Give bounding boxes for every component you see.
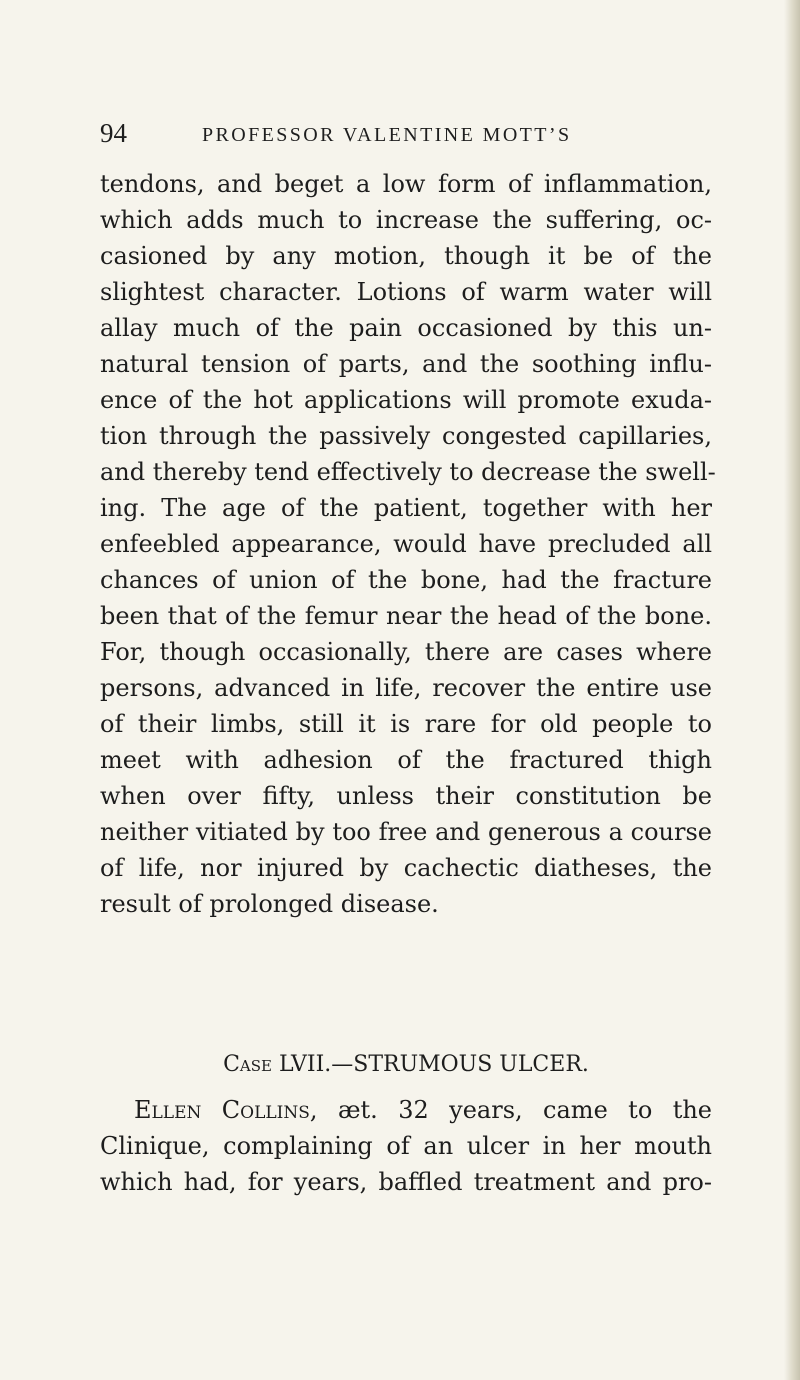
text-line: chances of union of the bone, had the fracture bbox=[100, 566, 712, 594]
text-line: of life, nor injured by cachectic diatheses, the bbox=[100, 854, 712, 882]
text-line: casioned by any motion, though it be of the bbox=[100, 242, 712, 270]
text-line bbox=[100, 1092, 712, 1128]
text-line: which adds much to increase the suffering, oc- bbox=[100, 206, 712, 234]
text-line: meet with adhesion of the fractured thigh bbox=[100, 746, 712, 774]
text-line: slightest character. Lotions of warm water will bbox=[100, 278, 712, 306]
text-line: result of prolonged disease. bbox=[100, 890, 439, 918]
text-line: natural tension of parts, and the soothing influ- bbox=[100, 350, 712, 378]
page-number: 94 bbox=[100, 118, 127, 148]
page-header bbox=[100, 116, 760, 156]
paragraph-continued bbox=[100, 166, 716, 922]
case-heading-label: Case bbox=[223, 1052, 272, 1077]
case-heading-title: LVII.—STRUMOUS ULCER. bbox=[279, 1052, 589, 1077]
text-line: ence of the hot applications will promote exuda- bbox=[100, 386, 712, 414]
text-line: of their limbs, still it is rare for old people to bbox=[100, 710, 712, 738]
text-line: which had, for years, baffled treatment and pro- bbox=[100, 1168, 712, 1196]
text-line: when over fifty, unless their constitution be bbox=[100, 782, 712, 810]
text-line: enfeebled appearance, would have precluded all bbox=[100, 530, 712, 558]
case-paragraph bbox=[100, 1092, 712, 1200]
text-line: For, though occasionally, there are cases where bbox=[100, 638, 712, 666]
text-line: neither vitiated by too free and generous a course bbox=[100, 818, 712, 846]
text-line: tendons, and beget a low form of inflammation, bbox=[100, 170, 712, 198]
page-edge-shadow bbox=[784, 0, 800, 1380]
text-line: Clinique, complaining of an ulcer in her mouth bbox=[100, 1132, 712, 1160]
text-line: tion through the passively congested capillaries, bbox=[100, 422, 712, 450]
case-heading bbox=[100, 1050, 712, 1080]
text-line: ing. The age of the patient, together with her bbox=[100, 494, 712, 522]
running-head: PROFESSOR VALENTINE MOTT’S bbox=[202, 124, 572, 146]
text-line: and thereby tend effectively to decrease the swell- bbox=[100, 458, 716, 486]
patient-name: Ellen Collins bbox=[134, 1096, 310, 1124]
text-fragment: , æt. 32 years, came to the bbox=[309, 1096, 712, 1124]
text-line: been that of the femur near the head of the bone. bbox=[100, 602, 712, 630]
text-line: allay much of the pain occasioned by this un- bbox=[100, 314, 712, 342]
text-line: persons, advanced in life, recover the entire use bbox=[100, 674, 712, 702]
